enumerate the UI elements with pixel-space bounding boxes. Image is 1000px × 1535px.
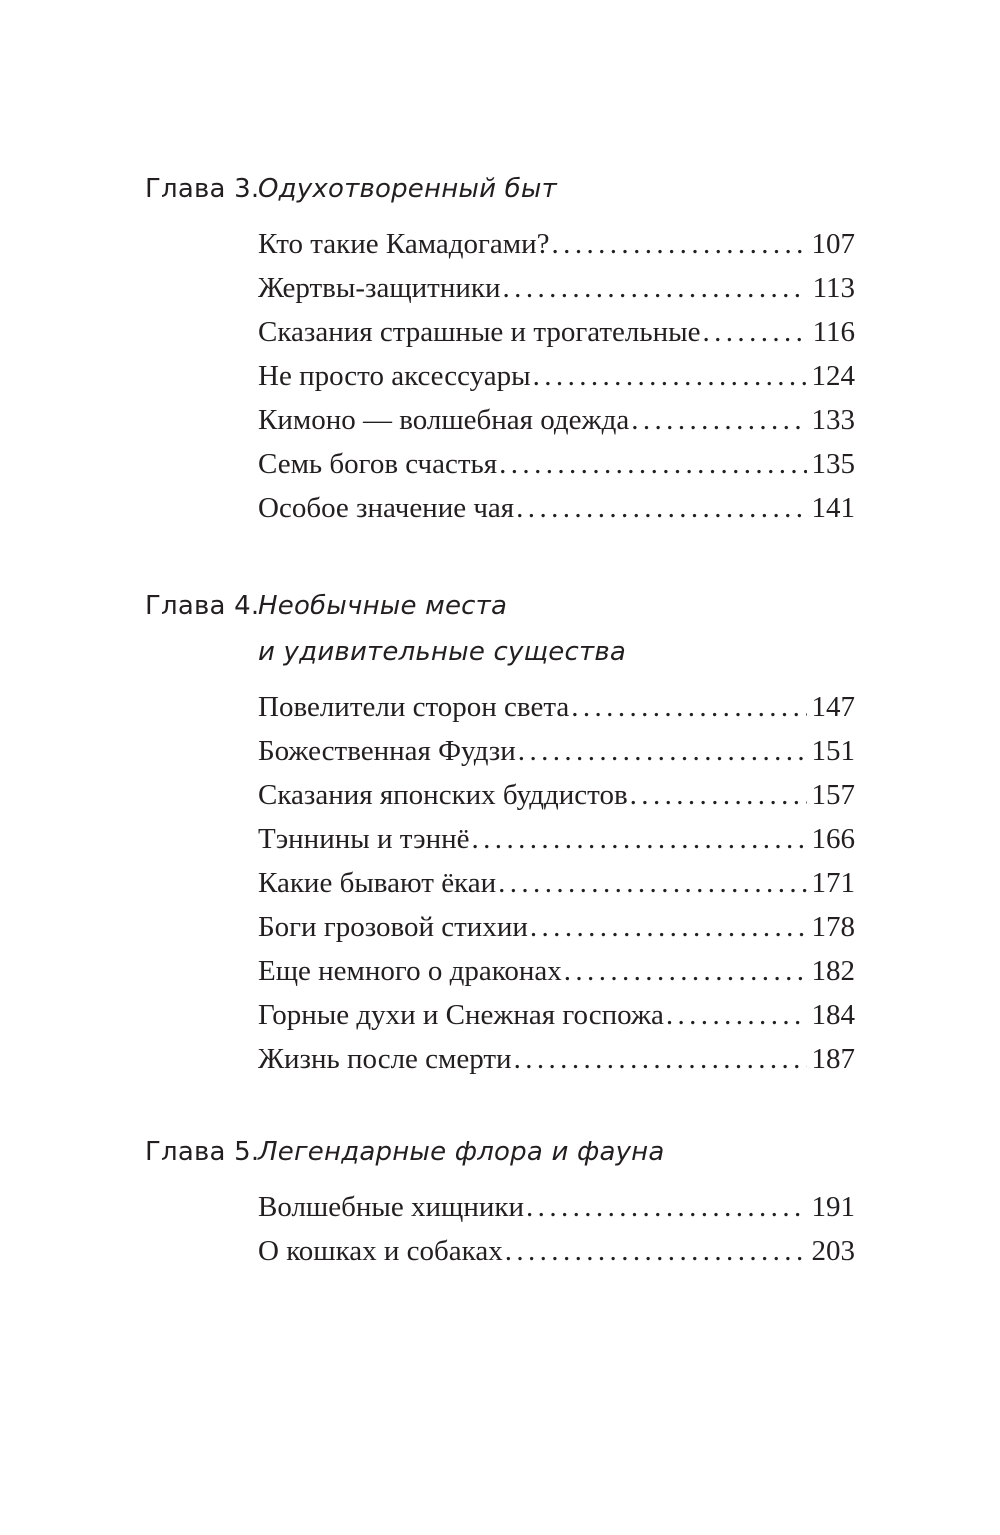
chapter-title-line: Необычные места [258,591,508,621]
entry-title: Семь богов счастья [258,448,498,480]
entry-title: Боги грозовой стихии [258,911,528,943]
entry-title: Горные духи и Снежная госпожа [258,999,664,1031]
entry-page-number: 113 [812,272,855,304]
dot-leader [666,993,807,1037]
chapter-entries [258,222,855,530]
entry-page-number: 157 [811,779,855,811]
chapter-label: Глава 4. [145,591,260,621]
chapter-heading [145,583,865,675]
toc-entry[interactable] [258,222,855,266]
entry-page-number: 191 [811,1191,855,1223]
toc-entry[interactable] [258,442,855,486]
entry-title: Сказания страшные и трогательные [258,316,701,348]
entry-title: Сказания японских буддистов [258,779,628,811]
dot-leader [526,1185,807,1229]
entry-page-number: 147 [811,691,855,723]
entry-title: Кто такие Камадогами? [258,228,550,260]
dot-leader [631,398,807,442]
entry-title: Жертвы-защитники [258,272,501,304]
chapter-3 [145,166,865,530]
entry-page-number: 203 [811,1235,855,1267]
entry-page-number: 151 [811,735,855,767]
entry-title: Повелители сторон света [258,691,570,723]
entry-title: Особое значение чая [258,492,515,524]
entry-page-number: 135 [811,448,855,480]
dot-leader [530,905,807,949]
entry-page-number: 124 [811,360,855,392]
dot-leader [503,266,807,310]
entry-page-number: 107 [811,228,855,260]
toc-entry[interactable] [258,773,855,817]
entry-page-number: 166 [811,823,855,855]
chapter-heading [145,1129,865,1175]
chapter-title [258,1129,665,1175]
chapter-label: Глава 5. [145,1137,260,1167]
dot-leader [516,486,807,530]
chapter-title [258,166,557,212]
chapter-heading [145,166,865,212]
toc-entry[interactable] [258,1037,855,1081]
entry-title: Еще немного о драконах [258,955,562,987]
toc-entry[interactable] [258,861,855,905]
toc-entry[interactable] [258,993,855,1037]
toc-entry[interactable] [258,817,855,861]
dot-leader [499,442,807,486]
entry-title: Волшебные хищники [258,1191,525,1223]
chapter-title [258,583,626,675]
entry-page-number: 141 [811,492,855,524]
dot-leader [514,1037,807,1081]
toc-entry[interactable] [258,310,855,354]
chapter-label: Глава 3. [145,174,260,204]
chapter-entries [258,1185,855,1273]
dot-leader [564,949,807,993]
dot-leader [702,310,807,354]
entry-title: Какие бывают ёкаи [258,867,497,899]
dot-leader [472,817,808,861]
entry-page-number: 171 [811,867,855,899]
entry-title: Тэннины и тэннё [258,823,470,855]
entry-page-number: 116 [812,316,855,348]
chapter-4 [145,583,865,1081]
toc-entry[interactable] [258,905,855,949]
entry-title: Божественная Фудзи [258,735,516,767]
chapter-title-line: и удивительные существа [258,637,626,667]
entry-page-number: 182 [811,955,855,987]
chapter-title-line: Одухотворенный быт [258,174,557,204]
entry-title: Кимоно — волшебная одежда [258,404,630,436]
dot-leader [518,729,807,773]
chapter-5 [145,1129,865,1273]
toc-entry[interactable] [258,685,855,729]
toc-entry[interactable] [258,354,855,398]
entry-title: О кошках и собаках [258,1235,503,1267]
toc-entry[interactable] [258,729,855,773]
toc-entry[interactable] [258,1229,855,1273]
entry-title: Не просто аксессуары [258,360,531,392]
toc-entry[interactable] [258,1185,855,1229]
entry-page-number: 178 [811,911,855,943]
chapter-entries [258,685,855,1081]
dot-leader [552,222,807,266]
dot-leader [505,1229,807,1273]
chapter-title-line: Легендарные флора и фауна [258,1137,665,1167]
entry-page-number: 184 [811,999,855,1031]
toc-entry[interactable] [258,486,855,530]
dot-leader [533,354,807,398]
dot-leader [498,861,807,905]
dot-leader [630,773,807,817]
entry-page-number: 133 [811,404,855,436]
toc-entry[interactable] [258,398,855,442]
entry-title: Жизнь после смерти [258,1043,512,1075]
dot-leader [571,685,807,729]
toc-entry[interactable] [258,949,855,993]
entry-page-number: 187 [811,1043,855,1075]
toc-entry[interactable] [258,266,855,310]
